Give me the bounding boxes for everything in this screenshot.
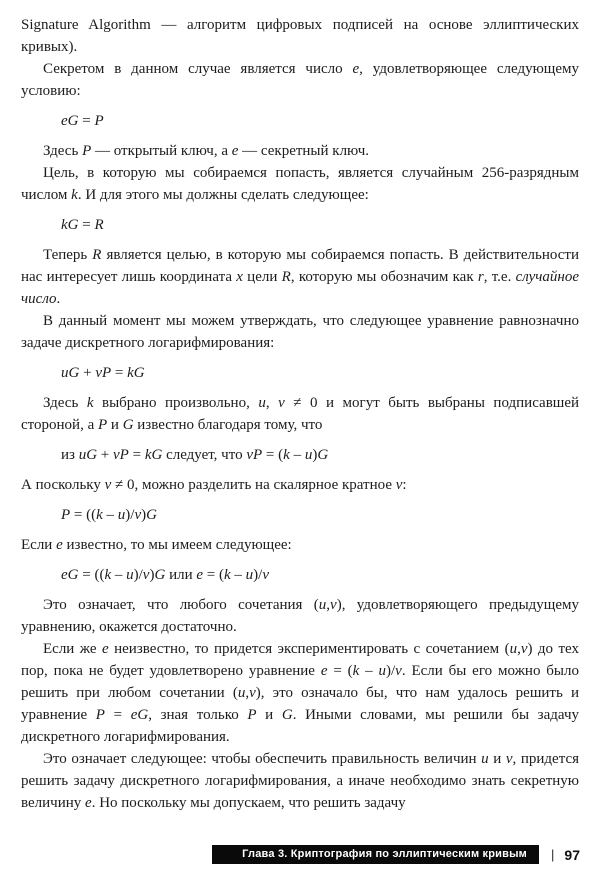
- chapter-title: Глава 3. Криптография по эллиптическим кривым: [242, 848, 528, 860]
- page-footer: [212, 845, 580, 864]
- paragraph-target-256bit: Цель, в которую мы собираемся попасть, является случайным 256-разрядным числом k. И для этого мы должны сделать следующее:: [21, 165, 579, 203]
- paragraph-any-combination: Это означает, что любого сочетания (u,v), удовлетворяющего предыдущему уравнению, окажется достаточно.: [21, 597, 579, 635]
- footer-separator: |: [551, 847, 555, 862]
- paragraph-discrete-log-equivalence: В данный момент мы можем утверждать, что следующее уравнение равнозначно задаче дискретного логарифмирования:: [21, 313, 579, 351]
- page-number: 97: [564, 846, 580, 863]
- paragraph-if-e-known: Если e известно, то мы имеем следующее:: [21, 537, 292, 553]
- paragraph-divide-scalar: А поскольку v ≠ 0, можно разделить на скалярное кратное v:: [21, 477, 407, 493]
- formula-e-solution: eG = ((k – u)/v)G или e = (k – u)/v: [61, 567, 270, 583]
- formula-p-scalar: P = ((k – u)/v)G: [61, 507, 157, 523]
- paragraph-signature-algorithm: Signature Algorithm — алгоритм цифровых подписей на основе эллиптических кривых).: [21, 17, 579, 55]
- paragraph-public-private-key: Здесь P — открытый ключ, а e — секретный ключ.: [43, 143, 369, 159]
- formula-kg-equals-r: kG = R: [61, 217, 104, 233]
- paragraph-r-target: Теперь R является целью, в которую мы собираемся попасть. В действительности нас интересует лишь координата x цели R, которую мы обозначим как r, т.е. случайное число.: [21, 247, 579, 307]
- formula-derivation: из uG + vP = kG следует, что vP = (k – u)G: [61, 447, 329, 463]
- paragraph-conclusion: Это означает следующее: чтобы обеспечить правильность величин u и v, придется решить задачу дискретного логарифмирования, а иначе необходимо знать секретную величину e. Но поскольку мы допускаем, что решить задачу: [21, 751, 580, 811]
- paragraph-secret-number: Секретом в данном случае является число e, удовлетворяющее следующему условию:: [21, 61, 579, 99]
- formula-ug-vp-kg: uG + vP = kG: [61, 365, 145, 381]
- paragraph-k-arbitrary: Здесь k выбрано произвольно, u, v ≠ 0 и могут быть выбраны подписавшей стороной, а P и G известно благодаря тому, что: [21, 395, 580, 433]
- formula-eg-equals-p: eG = P: [61, 113, 104, 129]
- chapter-title-bar: [212, 845, 539, 864]
- paragraph-if-e-unknown: Если же e неизвестно, то придется экспериментировать с сочетанием (u,v) до тех пор, пока не будет удовлетворено уравнение e = (k – u)/v. Если бы его можно было решить при любом сочетании (u,v), это означало бы, что нам удалось решить и уравнение P = eG, зная только P и G. Иными словами, мы решили бы задачу дискретного логарифмирования.: [21, 641, 579, 745]
